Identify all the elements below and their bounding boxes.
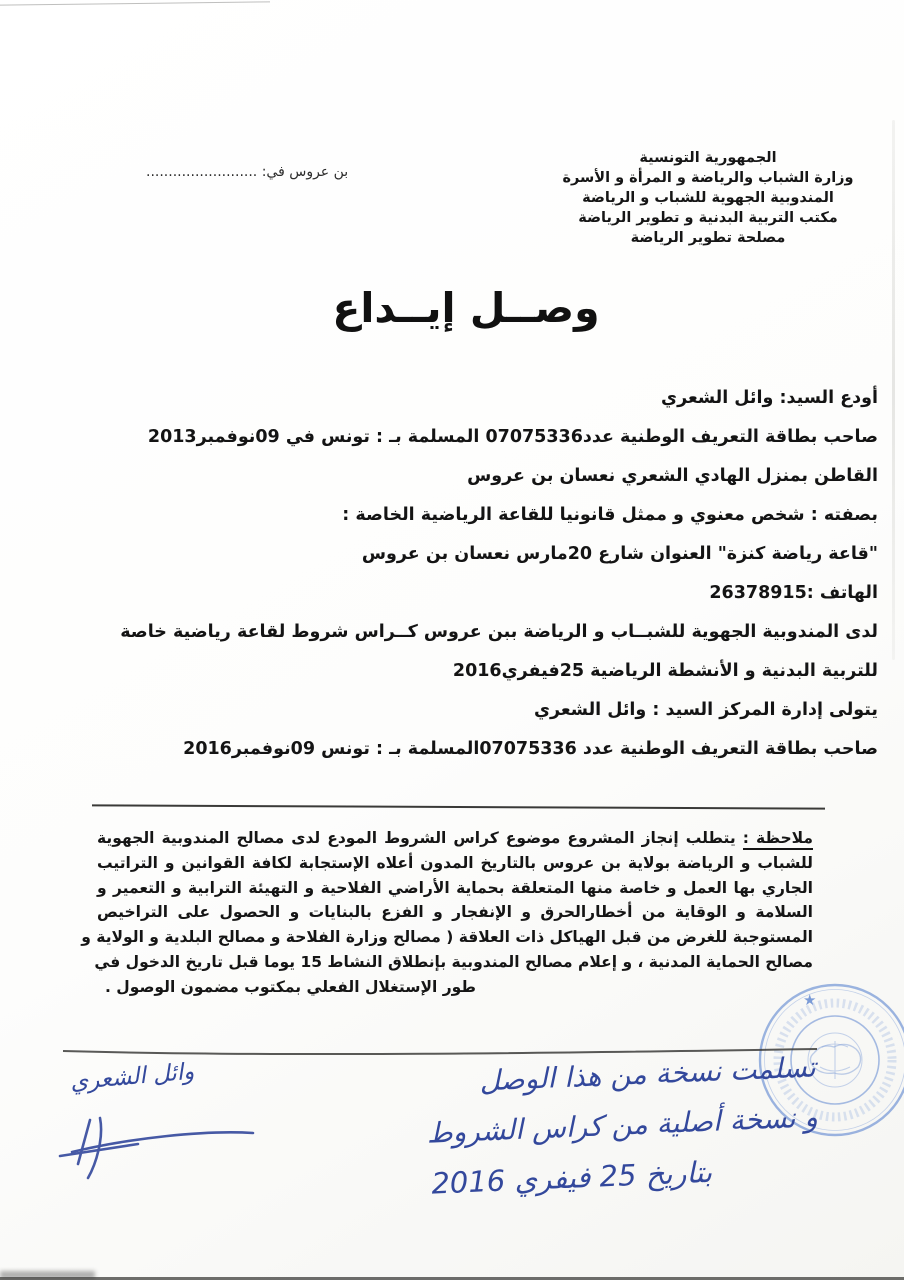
note-line: المستوجبة للغرض من قبل الهياكل ذات العلاقة ( مصالح وزارة الفلاحة و مصالح البلدية و الولاية و xyxy=(81,928,813,947)
hall-name-address-line: "قاعة رياضة كنزة" العنوان شارع 20مارس نعسان بن عروس xyxy=(361,544,878,564)
letterhead-ministry: وزارة الشباب والرياضة و المرأة و الأسرة xyxy=(562,170,854,186)
letterhead-republic: الجمهورية التونسية xyxy=(639,150,777,166)
document-title: وصــل إيــداع xyxy=(332,284,600,332)
note-line xyxy=(97,826,813,851)
id-card-line-2016: صاحب بطاقة التعريف الوطنية عدد 07075336المسلمة بـ : تونس 09نوفمبر2016 xyxy=(183,739,878,759)
handwriting-date-line: بتاريخ 25 فيفري 2016 xyxy=(430,1154,713,1201)
note-label: ملاحظة : xyxy=(743,829,813,850)
note-line-1-text: يتطلب إنجاز المشروع موضوع كراس الشروط المودع لدى مصالح المندوبية الجهوية xyxy=(97,829,743,847)
letterhead xyxy=(538,148,878,248)
deposit-details xyxy=(88,379,878,769)
letterhead-delegation: المندوبية الجهوية للشباب و الرياضة xyxy=(582,190,834,206)
place-date-line: بن عروس في: ......................... xyxy=(146,164,349,180)
activity-date-line: للتربية البدنية و الأنشطة الرياضية 25فيفري2016 xyxy=(452,661,878,681)
deposit-subject-line: لدى المندوبية الجهوية للشبــاب و الرياضة ببن عروس كــراس شروط لقاعة رياضية خاصة xyxy=(120,622,878,642)
stamp-emblem xyxy=(810,1044,860,1074)
note-line: مصالح الحماية المدنية ، و إعلام مصالح المندوبية بإنطلاق النشاط 15 يوما قبل تاريخ الدخول في xyxy=(94,952,813,971)
note-paragraph xyxy=(81,826,813,1000)
phone-line: الهاتف :26378915 xyxy=(709,583,878,603)
handwritten-acknowledgement xyxy=(355,1042,821,1211)
letterhead-service: مصلحة تطوير الرياضة xyxy=(630,230,786,246)
horizontal-divider xyxy=(92,804,825,809)
id-card-line-2013: صاحب بطاقة التعريف الوطنية عدد07075336 المسلمة بـ : تونس في 09نوفمبر2013 xyxy=(147,427,878,447)
capacity-line: بصفته : شخص معنوي و ممثل قانونيا للقاعة الرياضية الخاصة : xyxy=(342,505,878,525)
residence-line: القاطن بمنزل الهادي الشعري نعسان بن عروس xyxy=(467,466,878,486)
letterhead-office: مكتب التربية البدنية و تطوير الرياضة xyxy=(578,210,838,226)
stamp-star-icon: ★ xyxy=(803,991,817,1009)
depositor-name-line: أودع السيد: وائل الشعري xyxy=(661,388,878,408)
note-line: الجاري بها العمل و خاصة منها المتعلقة بحماية الأراضي الفلاحية و التهيئة الترابية و التعمير و xyxy=(97,878,813,897)
manager-line: يتولى إدارة المركز السيد : وائل الشعري xyxy=(533,700,878,720)
scan-corner-shade xyxy=(684,1190,904,1280)
note-line: للشباب و الرياضة بولاية بن عروس بالتاريخ المدون أعلاه الإستجابة لكافة القوانين و التراتيب xyxy=(97,853,813,872)
signature-name: وائل الشعري xyxy=(69,1058,196,1096)
note-line-last: طور الإستغلال الفعلي بمكتوب مضمون الوصول . xyxy=(105,977,476,996)
paper-fold-shadow xyxy=(892,120,895,660)
handwriting-line: تسلمت نسخة من هذا الوصل xyxy=(478,1050,817,1098)
note-line: السلامة و الوقاية من أخطارالحرق و الإنفجار و الفزع بالبنايات و الحصول على التراخيص xyxy=(97,903,813,922)
handwriting-line: و نسخة أصلية من كراس الشروط xyxy=(426,1100,819,1150)
signature-scribble xyxy=(60,1118,253,1178)
scan-top-edge-artifact xyxy=(0,1,270,5)
